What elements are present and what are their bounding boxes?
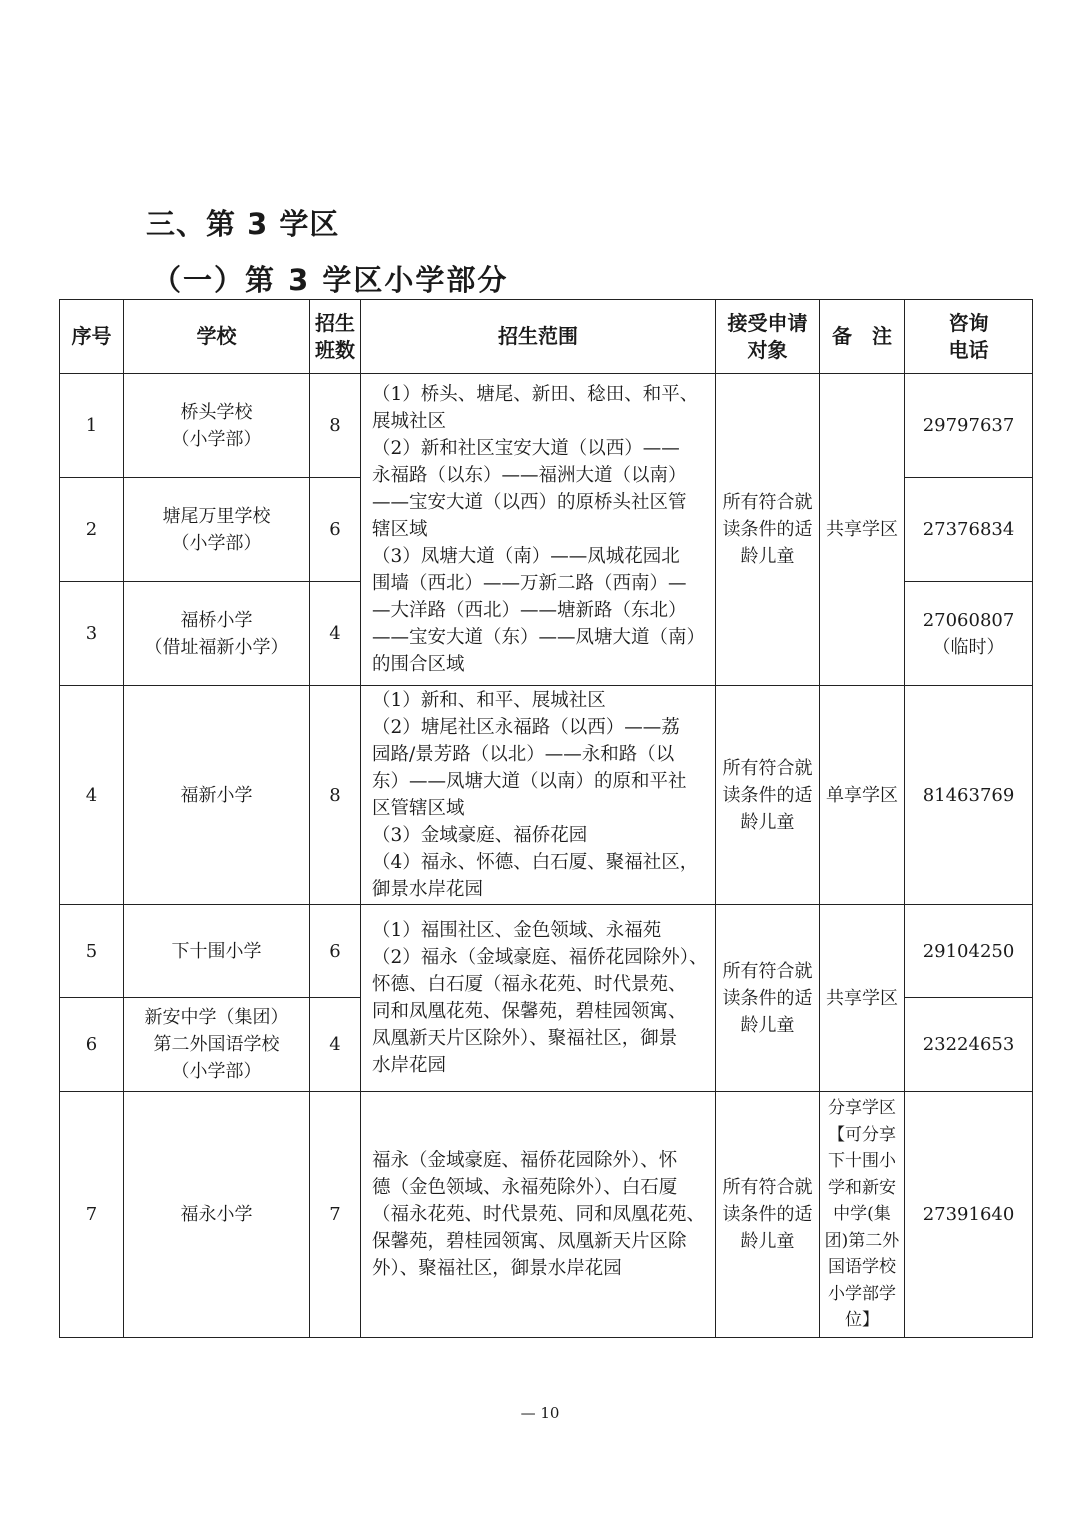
row-school: 下十围小学 [124, 905, 310, 998]
header-applicants: 接受申请 对象 [716, 300, 820, 374]
remarks-cell: 共享学区 [820, 905, 905, 1092]
range-cell: （1）福围社区、金色领域、永福苑 （2）福永（金域豪庭、福侨花园除外）、 怀德、白石厦（福永花苑、时代景苑、 同和凤凰花苑、保馨苑，碧桂园领寓、 凤凰新天片区除外）、聚福社区，御景 水岸花园 [361, 905, 716, 1092]
row-no: 7 [60, 1092, 124, 1338]
table-row [60, 374, 1033, 478]
header-no: 序号 [60, 300, 124, 374]
row-classes: 6 [310, 905, 361, 998]
header-classes: 招生 班数 [310, 300, 361, 374]
remarks-cell: 单享学区 [820, 686, 905, 905]
table-row [60, 905, 1033, 998]
table-row [60, 1092, 1033, 1338]
row-phone: 23224653 [905, 998, 1033, 1092]
row-no: 2 [60, 478, 124, 582]
applicants-cell: 所有符合就 读条件的适 龄儿童 [716, 905, 820, 1092]
row-phone: 29104250 [905, 905, 1033, 998]
row-no: 6 [60, 998, 124, 1092]
row-school: 福新小学 [124, 686, 310, 905]
range-cell: （1）桥头、塘尾、新田、稔田、和平、 展城社区 （2）新和社区宝安大道（以西）—— 永福路（以东）——福洲大道（以南） ——宝安大道（以西）的原桥头社区管 辖区域 （3）凤塘大道（南）——凤城花园北 围墙（西北）——万新二路（西南）— —大洋路（西北）——塘新路（东北） ——宝安大道（东）——凤塘大道（南） 的围合区域 [361, 374, 716, 686]
remarks-cell: 共享学区 [820, 374, 905, 686]
row-no: 5 [60, 905, 124, 998]
subsection-title: （一）第 3 学区小学部分 [152, 263, 509, 297]
remarks-cell: 分享学区 【可分享 下十围小 学和新安 中学(集 团)第二外 国语学校 小学部学 位】 [820, 1092, 905, 1338]
table-row [60, 686, 1033, 905]
range-cell: 福永（金域豪庭、福侨花园除外）、怀 德（金色领域、永福苑除外）、白石厦 （福永花苑、时代景苑、同和凤凰花苑、 保馨苑，碧桂园领寓、凤凰新天片区除 外）、聚福社区，御景水岸花园 [361, 1092, 716, 1338]
row-classes: 8 [310, 686, 361, 905]
header-phone: 咨询 电话 [905, 300, 1033, 374]
header-range: 招生范围 [361, 300, 716, 374]
row-phone: 27060807 （临时） [905, 582, 1033, 686]
row-school: 桥头学校 （小学部） [124, 374, 310, 478]
row-phone: 27376834 [905, 478, 1033, 582]
row-phone: 27391640 [905, 1092, 1033, 1338]
header-remarks: 备 注 [820, 300, 905, 374]
row-classes: 6 [310, 478, 361, 582]
row-school: 福桥小学 （借址福新小学） [124, 582, 310, 686]
admission-table [59, 299, 1033, 1338]
row-classes: 4 [310, 582, 361, 686]
page-number: — 10 [520, 1404, 560, 1422]
row-classes: 4 [310, 998, 361, 1092]
applicants-cell: 所有符合就 读条件的适 龄儿童 [716, 1092, 820, 1338]
row-no: 3 [60, 582, 124, 686]
row-school: 福永小学 [124, 1092, 310, 1338]
header-row [60, 300, 1033, 374]
section-title: 三、第 3 学区 [146, 207, 340, 241]
row-school: 塘尾万里学校 （小学部） [124, 478, 310, 582]
row-school: 新安中学（集团） 第二外国语学校 （小学部） [124, 998, 310, 1092]
row-no: 4 [60, 686, 124, 905]
range-cell: （1）新和、和平、展城社区 （2）塘尾社区永福路（以西）——荔 园路/景芳路（以北）——永和路（以 东）——凤塘大道（以南）的原和平社 区管辖区域 （3）金域豪庭、福侨花园 （4）福永、怀德、白石厦、聚福社区， 御景水岸花园 [361, 686, 716, 905]
applicants-cell: 所有符合就 读条件的适 龄儿童 [716, 374, 820, 686]
row-no: 1 [60, 374, 124, 478]
header-school: 学校 [124, 300, 310, 374]
row-phone: 29797637 [905, 374, 1033, 478]
applicants-cell: 所有符合就 读条件的适 龄儿童 [716, 686, 820, 905]
row-classes: 8 [310, 374, 361, 478]
row-phone: 81463769 [905, 686, 1033, 905]
row-classes: 7 [310, 1092, 361, 1338]
